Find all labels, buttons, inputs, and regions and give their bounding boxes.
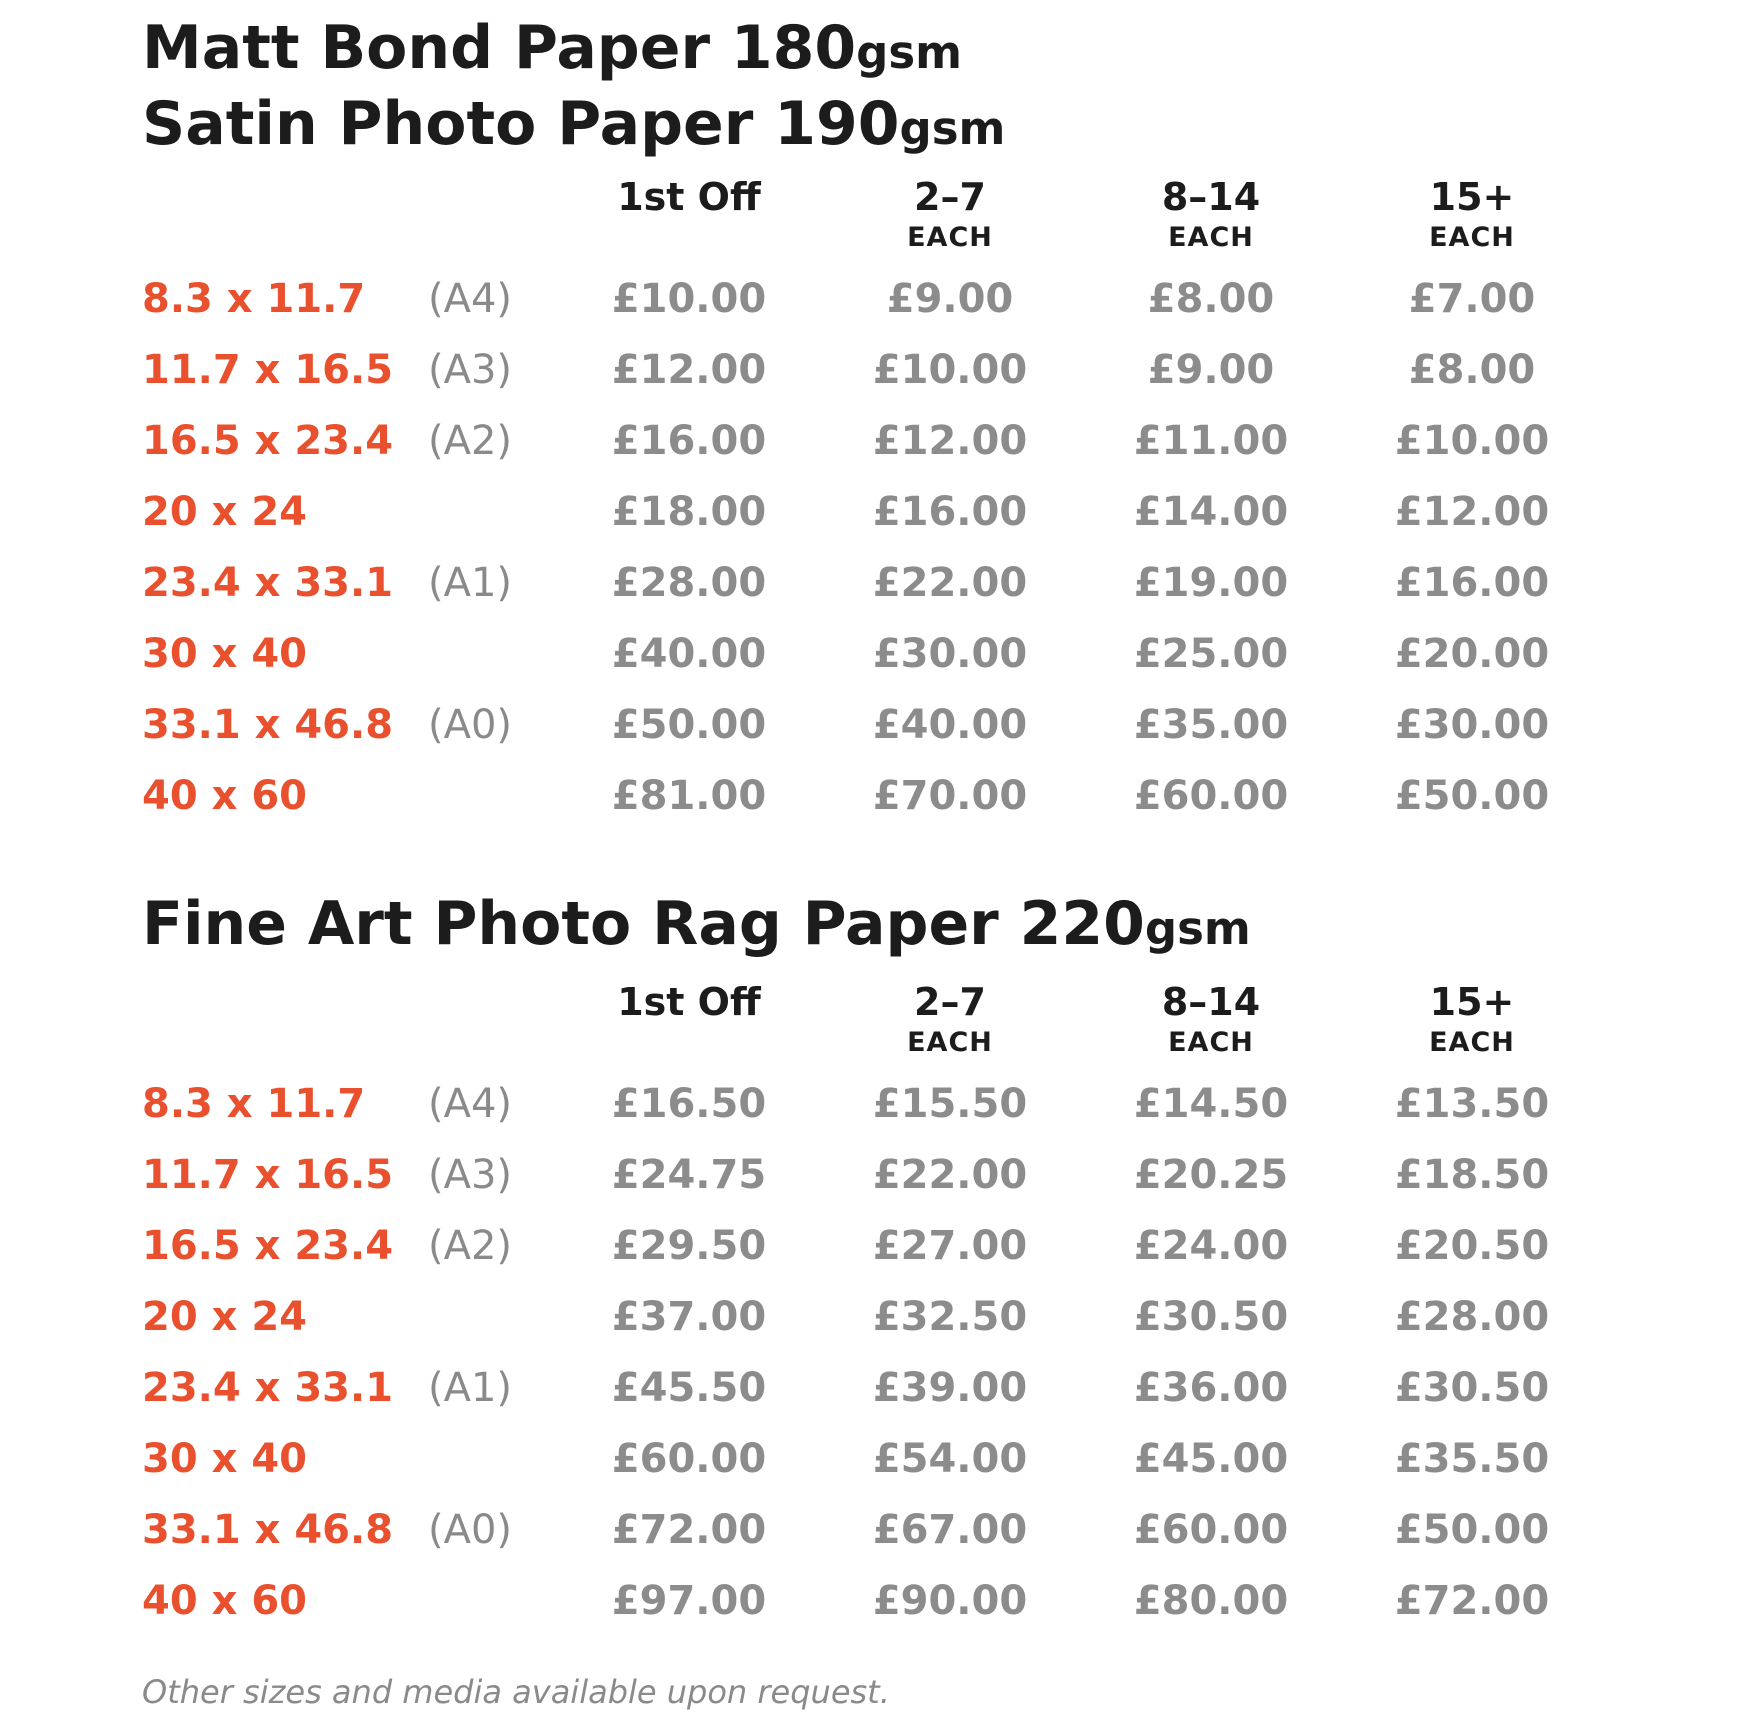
price-1st-off: £16.50 (611, 1081, 767, 1127)
print-size: 23.4 x 33.1 (142, 560, 394, 606)
price-row (0, 773, 1754, 836)
price-2-7: £22.00 (872, 1152, 1028, 1198)
iso-size: (A2) (428, 1223, 513, 1269)
section-2-title (142, 889, 1251, 959)
price-15-plus: £16.00 (1394, 560, 1550, 606)
section-2-col-1st-off (589, 980, 789, 1029)
price-15-plus: £72.00 (1394, 1578, 1550, 1624)
price-2-7: £90.00 (872, 1578, 1028, 1624)
price-1st-off: £60.00 (611, 1436, 767, 1482)
price-8-14: £8.00 (1147, 276, 1275, 322)
price-15-plus: £18.50 (1394, 1152, 1550, 1198)
price-2-7: £67.00 (872, 1507, 1028, 1553)
col-range: 15+ (1429, 175, 1515, 219)
print-size: 20 x 24 (142, 489, 307, 535)
price-1st-off: £50.00 (611, 702, 767, 748)
col-range: 1st Off (617, 175, 761, 219)
price-15-plus: £8.00 (1408, 347, 1536, 393)
price-8-14: £45.00 (1133, 1436, 1289, 1482)
print-size: 8.3 x 11.7 (142, 276, 366, 322)
col-range: 8–14 (1161, 175, 1261, 219)
price-2-7: £70.00 (872, 773, 1028, 819)
iso-size: (A1) (428, 1365, 513, 1411)
price-2-7: £54.00 (872, 1436, 1028, 1482)
title-text: Satin Photo Paper 190 (142, 89, 900, 159)
price-1st-off: £18.00 (611, 489, 767, 535)
price-2-7: £16.00 (872, 489, 1028, 535)
col-note: EACH (1429, 1027, 1515, 1058)
price-8-14: £60.00 (1133, 1507, 1289, 1553)
price-1st-off: £28.00 (611, 560, 767, 606)
price-row (0, 276, 1754, 339)
section-2-col-2-7 (850, 980, 1050, 1058)
iso-size: (A0) (428, 1507, 513, 1553)
price-2-7: £12.00 (872, 418, 1028, 464)
price-1st-off: £45.50 (611, 1365, 767, 1411)
iso-size: (A4) (428, 276, 513, 322)
price-row (0, 1152, 1754, 1215)
price-15-plus: £28.00 (1394, 1294, 1550, 1340)
price-2-7: £22.00 (872, 560, 1028, 606)
footnote: Other sizes and media available upon request. (142, 1673, 890, 1711)
col-note: EACH (1429, 222, 1515, 253)
price-2-7: £27.00 (872, 1223, 1028, 1269)
price-15-plus: £35.50 (1394, 1436, 1550, 1482)
section-1-col-15-plus (1372, 175, 1572, 253)
iso-size: (A0) (428, 702, 513, 748)
price-row (0, 1081, 1754, 1144)
price-1st-off: £10.00 (611, 276, 767, 322)
price-15-plus: £10.00 (1394, 418, 1550, 464)
print-size: 11.7 x 16.5 (142, 347, 394, 393)
price-row (0, 1365, 1754, 1428)
price-8-14: £19.00 (1133, 560, 1289, 606)
print-size: 11.7 x 16.5 (142, 1152, 394, 1198)
price-row (0, 347, 1754, 410)
print-size: 40 x 60 (142, 1578, 307, 1624)
price-1st-off: £12.00 (611, 347, 767, 393)
iso-size: (A3) (428, 1152, 513, 1198)
iso-size: (A3) (428, 347, 513, 393)
print-size: 16.5 x 23.4 (142, 1223, 394, 1269)
price-row (0, 1436, 1754, 1499)
iso-size: (A4) (428, 1081, 513, 1127)
price-15-plus: £30.00 (1394, 702, 1550, 748)
price-2-7: £40.00 (872, 702, 1028, 748)
section-1-title-line-2 (142, 89, 1006, 159)
section-1-col-2-7 (850, 175, 1050, 253)
price-2-7: £10.00 (872, 347, 1028, 393)
price-row (0, 1507, 1754, 1570)
col-range: 2–7 (914, 980, 986, 1024)
price-15-plus: £20.00 (1394, 631, 1550, 677)
price-15-plus: £12.00 (1394, 489, 1550, 535)
col-note: EACH (1168, 1027, 1254, 1058)
print-size: 33.1 x 46.8 (142, 702, 394, 748)
price-8-14: £36.00 (1133, 1365, 1289, 1411)
price-row (0, 560, 1754, 623)
title-text: Matt Bond Paper 180 (142, 13, 857, 83)
col-range: 2–7 (914, 175, 986, 219)
price-8-14: £14.50 (1133, 1081, 1289, 1127)
iso-size: (A1) (428, 560, 513, 606)
section-1-col-1st-off (589, 175, 789, 224)
print-size: 23.4 x 33.1 (142, 1365, 394, 1411)
print-size: 16.5 x 23.4 (142, 418, 394, 464)
price-1st-off: £29.50 (611, 1223, 767, 1269)
print-size: 20 x 24 (142, 1294, 307, 1340)
price-15-plus: £20.50 (1394, 1223, 1550, 1269)
price-8-14: £14.00 (1133, 489, 1289, 535)
title-unit: gsm (899, 102, 1006, 155)
col-note: EACH (1168, 222, 1254, 253)
price-8-14: £20.25 (1133, 1152, 1289, 1198)
price-1st-off: £97.00 (611, 1578, 767, 1624)
print-size: 33.1 x 46.8 (142, 1507, 394, 1553)
print-size: 30 x 40 (142, 631, 307, 677)
print-size: 30 x 40 (142, 1436, 307, 1482)
price-8-14: £35.00 (1133, 702, 1289, 748)
price-2-7: £39.00 (872, 1365, 1028, 1411)
print-size: 40 x 60 (142, 773, 307, 819)
price-row (0, 631, 1754, 694)
price-row (0, 1223, 1754, 1286)
price-15-plus: £13.50 (1394, 1081, 1550, 1127)
price-1st-off: £24.75 (611, 1152, 767, 1198)
price-8-14: £11.00 (1133, 418, 1289, 464)
price-1st-off: £72.00 (611, 1507, 767, 1553)
price-1st-off: £40.00 (611, 631, 767, 677)
section-2-col-15-plus (1372, 980, 1572, 1058)
price-1st-off: £16.00 (611, 418, 767, 464)
price-8-14: £80.00 (1133, 1578, 1289, 1624)
title-text: Fine Art Photo Rag Paper 220 (142, 889, 1145, 959)
price-2-7: £15.50 (872, 1081, 1028, 1127)
price-15-plus: £50.00 (1394, 773, 1550, 819)
price-8-14: £25.00 (1133, 631, 1289, 677)
col-range: 1st Off (617, 980, 761, 1024)
section-1-col-8-14 (1111, 175, 1311, 253)
price-15-plus: £50.00 (1394, 1507, 1550, 1553)
price-row (0, 1578, 1754, 1641)
title-unit: gsm (1144, 902, 1251, 955)
title-unit: gsm (856, 26, 963, 79)
iso-size: (A2) (428, 418, 513, 464)
section-2-col-8-14 (1111, 980, 1311, 1058)
price-8-14: £9.00 (1147, 347, 1275, 393)
section-1-title-line-1 (142, 13, 963, 83)
price-row (0, 418, 1754, 481)
price-2-7: £32.50 (872, 1294, 1028, 1340)
price-row (0, 1294, 1754, 1357)
col-range: 8–14 (1161, 980, 1261, 1024)
price-1st-off: £81.00 (611, 773, 767, 819)
print-size: 8.3 x 11.7 (142, 1081, 366, 1127)
price-2-7: £30.00 (872, 631, 1028, 677)
price-1st-off: £37.00 (611, 1294, 767, 1340)
col-range: 15+ (1429, 980, 1515, 1024)
price-row (0, 702, 1754, 765)
price-2-7: £9.00 (886, 276, 1014, 322)
price-row (0, 489, 1754, 552)
price-15-plus: £30.50 (1394, 1365, 1550, 1411)
price-8-14: £30.50 (1133, 1294, 1289, 1340)
col-note: EACH (907, 1027, 993, 1058)
col-note: EACH (907, 222, 993, 253)
price-15-plus: £7.00 (1408, 276, 1536, 322)
price-8-14: £24.00 (1133, 1223, 1289, 1269)
price-8-14: £60.00 (1133, 773, 1289, 819)
